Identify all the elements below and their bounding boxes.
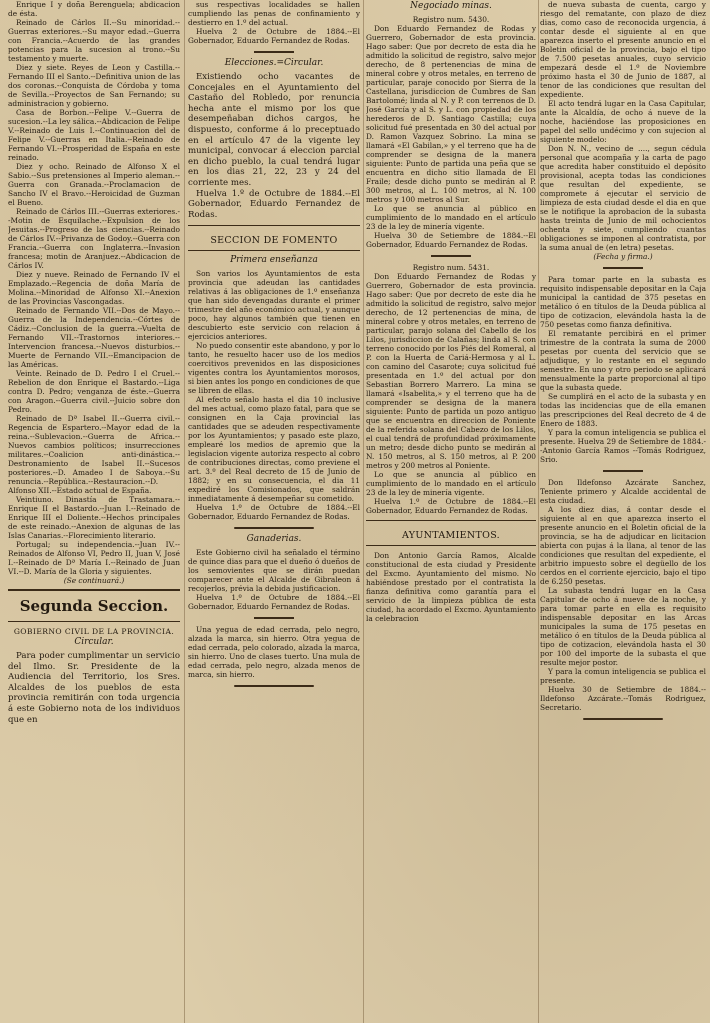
column-1 [8,0,180,1023]
history-item: Veintiuno. Dinastía de Trastamara.--Enrique II el Bastardo.--Juan I.--Reinado de Enrique III el Doliente.--Hechos principales de este reinado.--Anexion de algunas de las Islas Canarias.--Florecimiento literario. [8,495,180,540]
divider [366,520,536,521]
confinement-paragraph: sus respectivas localidades se hallen cumpliendo las penas de confinamiento y destierro en 1.º del actual. [188,0,360,27]
continued-note: (Se continuará.) [63,576,125,585]
column-2 [188,0,360,1023]
ensenanza-paragraph: Al efecto señalo hasta el dia 10 inclusive del mes actual, como plazo fatal, para que se consignen en la Caja provincial las cantidades que se adeuden respectivamente por los Ayuntamientos; y pasado este plazo, emplearé los medios de apremio que la legislacion vigente autoriza respecto al cobro de contribuciones directas, como previene el art. 3.º del Real decreto de 15 de Junio de 1882; y en su consecuencia, el dia 11 expediré los Comisionados, que saldrán inmediatamente á desempeñar su cometido. [188,395,360,504]
subasta-paragraph: A los diez dias, á contar desde el siguiente al en que aparezca inserto el presente anuncio en el Boletin oficial de la provincia, se ha de adjudicar en licitacion abierta con pujas á la llana, al tenor de las condiciones que resultan del expediente, el arbitrio impuesto sobre el degüello de los cerdos en el corriente ejercicio, bajo el tipo de 6.250 pesetas. [540,505,706,586]
divider [254,51,294,53]
subasta-paragraph: El rematante percibirá en el primer trimestre de la contrata la suma de 2000 pesetas por cuenta del servicio que se adjudique, y lo restante en el segundo semestre. En uno y otro periodo se aplicará mensualmente la parte proporcional al tipo que la subasta quede. [540,329,706,392]
column-divider [184,0,185,1023]
subasta-paragraph: Don N. N., vecino de ...., segun cédula personal que acompaña y la carta de pago que acredita haber constituido el depósito provisional, acepta todas las condiciones que resultan del expediente, se compromete á ejecutar el servicio de limpieza de esta ciudad desde el dia en que se le notifique la aprobacion de la subasta hasta treinta de Junio de mil ochocientos ochenta y siete, cumpliendo cuantas obligaciones se imponen al contratista, por la suma anual de (en letra) pesetas. [540,144,706,252]
section-title: Segunda Seccion. [19,597,169,615]
ayuntamientos-heading: AYUNTAMIENTOS. [402,530,500,541]
column-3 [366,0,536,1023]
column-4 [540,0,706,1023]
divider [603,267,643,269]
signature: Huelva 1.º de Octubre de 1884.--El Gobernador, Eduardo Fernandez de Rodas. [366,497,536,515]
divider [188,250,360,251]
history-item: Enrique I y doña Berenguela; abdicacion de ésta. [8,0,180,18]
registro-text: Don Eduardo Fernandez de Rodas y Guerrero, Gobernador de esta provincia. Hago saber: Que por decreto de este dia he admitido la solicitud de registro, salvo mejor derecho, de 12 pertenencias de mina, de mineral cobre y otros metales, en terreno de particular, parajo solana del Cabello de los Lilos, jurisdiccion de Calañas; linda al S. con terreno conocido por los Piés del Romeral, al P. con la Huerta de Cariá-Hermosa y al L. con camino del Casarote; cuya solicitud fué presentada en 1.º del actual por don Sebastian Borrero Marrero. La mina se llamará «Isabelita,» y el terreno que ha de comprender se designa de la manera siguiente: Punto de partida un pozo antiguo que se encuentra en direccion de Poniente de la referida solana del Cabezo de los Lilos, el cual tendrá de profundidad próximamente un metro; desde dicho punto se medirán al N. 150 metros, al S. 150 metros, al P. 200 metros y 200 metros al Poniente. [366,272,536,470]
ganaderias-paragraph: Este Gobierno civil ha señalado el término de quince dias para que el dueño ó dueños de los semovientes que se dirán puedan comparecer ante el Alcalde de Gibraleon á recojerlos, prévia la debida justificacion. [188,548,360,594]
signature: Huelva 30 de Setiembre de 1884.--Ildefonso Azcárate.--Tomás Rodriguez, Secretario. [540,685,706,712]
ganaderias-heading: Ganaderias. [246,534,302,545]
ensenanza-paragraph: Son varios los Ayuntamientos de esta provincia que adeudan las cantidades relativas á las obligaciones de 1.º enseñanza que han sido devengadas durante el primer trimestre del año económico actual, y aunque poco, hay algunos también que tienen en descubierto este servicio con relacion á ejercicios anteriores. [188,269,360,342]
divider [254,617,294,619]
divider [8,589,180,591]
registro-text: Lo que se anuncia al público en cumplimiento de lo mandado en el artículo 23 de la ley de minería vigente. [366,470,536,497]
subasta-paragraph: Don Ildefonso Azcárate Sanchez, Teniente primero y Alcalde accidental de esta ciudad. [540,478,706,505]
fomento-heading: SECCION DE FOMENTO [210,235,338,247]
subasta-paragraph: Se cumplirá en el acto de la subasta y en todas las incidencias que de ella emanen las prescripciones del Real decreto de 4 de Enero de 1883. [540,392,706,428]
fecha-firma: (Fecha y firma.) [593,252,653,261]
subasta-paragraph: Para tomar parte en la subasta es requisito indispensable depositar en la Caja municipal la cantidad de 375 pesetas en metálico ó en títulos de la Deuda pública al tipo de cotizacion, elevándola hasta la de 750 pesetas como fianza definitiva. [540,275,706,329]
divider [366,545,536,546]
history-list [8,0,180,576]
subasta-paragraph: Y para la comun inteligencia se publica el presente. Huelva 29 de Setiembre de 1884.--Antonio García Ramos --Tomás Rodriguez, Srio. [540,428,706,464]
elecciones-heading: Elecciones.=Circular. [224,58,324,68]
column-divider [538,0,539,1023]
history-item: Veinte. Reinado de D. Pedro I el Cruel.--Rebelion de don Enrique el Bastardo.--Liga contra D. Pedro; venganza de éste.--Guerra con Aragon.--Guerra civil.--Juicio sobre don Pedro. [8,369,180,414]
registro-text: Don Eduardo Fernandez de Rodas y Guerrero, Gobernador de esta provincia. Hago saber: Que por decreto de esta dia he admitido la solicitud de registro, salvo mejor derecho, de 8 pertenencias de mina de mineral cobre y otros metales, en terreno de particular, paraje conocido por Sierra de la Castellana, jurisdiccion de Cumbres de San Bartolomé; linda al N. y P. con terrenos de D. José García y al S. y L. con propiedad de los herederos de D. Santiago Castilla; cuya solicitud fué presentada en 30 del actual por D. Ramon Vazquez Sobrino. La mina se llamará «El Gabilan,» y el terreno que ha de comprender se designa de la manera siguiente: Punto de partida una peña que se encuentra en dicho sitio llamada de El Fraile; desde dicho punto se medirán al P. 300 metros, al L. 100 metros, al N. 100 metros y 100 metros al Sur. [366,24,536,204]
ayuntamientos-text: Don Antonio García Ramos, Alcalde constitucional de esta ciudad y Presidente del Excmo. Ayuntamiento del mismo. No habiéndose prestado por el contratista la fianza definitiva como garantía para el servicio de la limpieza pública de esta ciudad, ha acordado el Excmo. Ayuntamiento la celebracion [366,551,536,623]
history-item: Diez y siete. Reyes de Leon y Castilla.--Fernando III el Santo.--Definitiva union de las dos coronas.--Conquista de Córdoba y toma de Sevilla.--Proyectos de San Fernando; su administracion y gobierno. [8,63,180,108]
divider [603,470,643,472]
signature: Huelva 2 de Octubre de 1884.--El Gobernador, Eduardo Fernandez de Rodas. [188,27,360,45]
circular-title: Circular. [74,637,114,647]
history-item: Reinado de Cárlos III.--Guerras exteriores.--Motin de Esquilache.--Expulsion de los Jesuitas.--Progreso de las ciencias.--Reinado de Cárlos IV.--Privanza de Godoy.--Guerra con Francia.--Guerra con Inglaterra.--Invasion francesa; motin de Aranjuez.--Abdicacion de Cárlos IV. [8,207,180,270]
circular-text: Para poder cumplimentar un servicio del Ilmo. Sr. Presidente de la Audiencia del Territorio, los Sres. Alcaldes de los pueblos de esta provincia remitirán con toda urgencia á este Gobierno nota de los individuos que en [8,651,180,725]
history-item: Portugal; su independencia.--Juan IV.--Reinados de Alfonso VI, Pedro II, Juan V, José I.--Reinado de Dª María I.--Reinado de Juan VI.--D. María de la Gloria y siguientes. [8,540,180,576]
history-item: Diez y ocho. Reinado de Alfonso X el Sabio.--Sus pretensiones al Imperio aleman.--Guerra con Granada.--Proclamacion de Sancho IV el Bravo.--Heroicidad de Guzman el Bueno. [8,162,180,207]
signature: Huelva 1.º de Octubre de 1884.--El Gobernador, Eduardo Fernandez de Rodas. [188,593,360,612]
gov-title: GOBIERNO CIVIL DE LA PROVINCIA. [13,627,175,636]
divider [583,718,663,720]
divider [234,685,314,687]
history-item: Reinado de Dª Isabel II.--Guerra civil.--Regencia de Espartero.--Mayor edad de la reina.--Sublevacion.--Guerra de Africa.--Nuevos cambios políticos; insurrecciones militares.--Coalicion anti-dinástica.--Destronamiento de Isabel II.--Sucesos posteriores.--D. Amadeo I de Saboya.--Su renuncia.--República.--Restauracion.--D. Alfonso XII.--Estado actual de España. [8,414,180,495]
history-item: Diez y nueve. Reinado de Fernando IV el Emplazado.--Regencia de doña María de Molina.--Minoridad de Alfonso XI.--Anexion de las Provincias Vascongadas. [8,270,180,306]
signature: Huelva 30 de Setiembre de 1884.--El Gobernador, Eduardo Fernandez de Rodas. [366,231,536,249]
history-item: Reinado de Cárlos II.--Su minoridad.--Guerras exteriores.--Su mayor edad.--Guerra con Francia.--Acuerdo de las grandes potencias para la sucesion al trono.--Su testamento y muerte. [8,18,180,63]
negociado-heading: Negociado minas. [410,1,492,11]
animals-list: Una yegua de edad cerrada, pelo negro, alzada la marca, sin hierro. Otra yegua de edad cerrada, pelo colorado, alzada la marca, sin hierro. Uno de clases tuerto. Una mula de edad cerrada, pelo negro, alzada menos de marca, sin hierro. [188,625,360,680]
registro-title: Registro num. 5430. [412,15,490,24]
history-item: Reinado de Fernando VII.--Dos de Mayo.--Guerra de la Independencia.--Córtes de Cádiz.--Conclusion de la guerra.--Vuelta de Fernando VII.--Trastornos interiores.--Intervencion francesa.--Nuevos disturbios.--Muerte de Fernando VII.--Emancipacion de las Américas. [8,306,180,369]
signature: Huelva 1.º de Octubre de 1884.--El Gobernador, Eduardo Fernandez de Rodas. [188,503,360,522]
history-item: Casa de Borbon.--Felipe V.--Guerra de sucesion.--La ley sálica.--Abdicacion de Felipe V.--Reinado de Luis I.--Continuacion del de Felipe V.--Guerras en Italia.--Reinado de Fernando VI.--Prosperidad de España en este reinado. [8,108,180,162]
divider [8,621,180,622]
subasta-paragraph: Y para la comun inteligencia se publica el presente. [540,667,706,685]
subasta-paragraph: La subasta tendrá lugar en la Casa Capitular de ocho á nueve de la noche, y para tomar parte en ella es requisito indispensable depositar en las Arcas municipales la suma de 175 pesetas en metálico ó en títulos de la Deuda pública al tipo de cotizacion, elevándola hasta el 30 por 100 del importe de la subasta el que resulte mejor postor. [540,586,706,667]
ensenanza-paragraph: No puedo consentir este abandono, y por lo tanto, he resuelto hacer uso de los medios coercitivos prevenidos en las disposiciones vigentes contra los Ayuntamientos morosos, si bien antes los pongo en condiciones de que se libren de ellas. [188,341,360,396]
registro-text: Lo que se anuncia al público en cumplimiento de lo mandado en el artículo 23 de la ley de minería vigente. [366,204,536,231]
divider [234,527,314,529]
elecciones-paragraph: Existiendo ocho vacantes de Concejales en el Ayuntamiento del Castaño del Robledo, por renuncia hecha ante el mismo por los que desempeñaban dichos cargos, he dispuesto, conforme á lo preceptuado en el artículo 47 de la vigente ley municipal, convocar á eleccion parcial en dicho pueblo, la cual tendrá lugar en los dias 21, 22, 23 y 24 del corriente mes. [188,72,360,188]
divider [188,225,360,226]
divider [431,255,471,257]
subasta-paragraph: El acto tendrá lugar en la Casa Capitular, ante la Alcaldía, de ocho á nueve de la noche, haciéndose las proposiciones en papel del sello undécimo y con sujecion al siguiente modelo: [540,99,706,144]
ensenanza-heading: Primera enseñanza [230,255,318,266]
registro-title: Registro num. 5431. [412,263,490,272]
signature: Huelva 1.º de Octubre de 1884.--El Gobernador, Eduardo Fernandez de Rodas. [188,188,360,220]
column-divider [363,0,364,1023]
subasta-paragraph: de nueva subasta de cuenta, cargo y riesgo del rematante, con plazo de diez dias, como caso de reconocida urgencia, á contar desde el siguiente al en que aparezca inserto el presente anuncio en el Boletin oficial de la provincia, bajo el tipo de 7.500 pesetas anuales, cuyo servicio empezará desde el 1.º de Noviembre próximo hasta el 30 de Junio de 1887, al tenor de las condiciones que resultan del expediente. [540,0,706,99]
